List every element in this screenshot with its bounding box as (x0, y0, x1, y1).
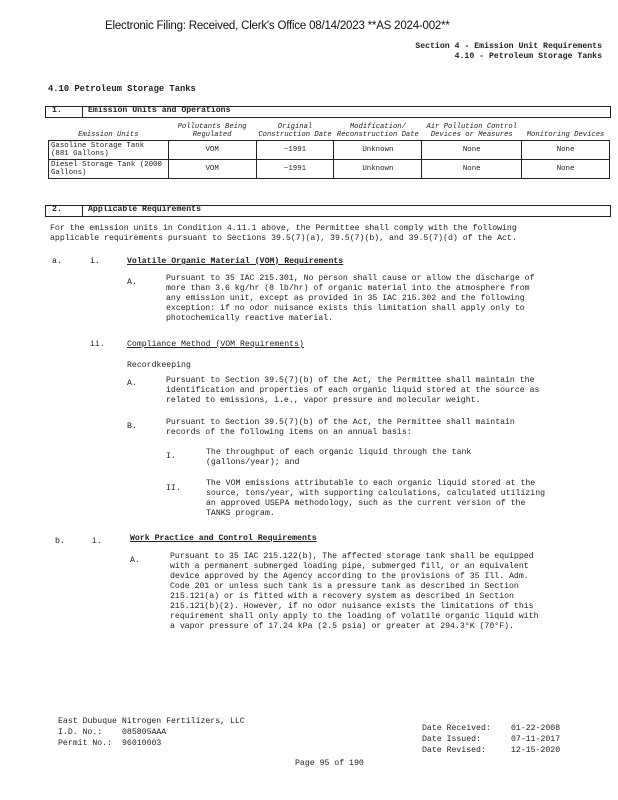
paragraph-line: Pursuant to 35 IAC 215.122(b), The affected storage tank shall be equipped (170, 552, 534, 561)
table-cell-modification: Unknown (334, 141, 422, 160)
item-a-ii-B-label: B. (127, 422, 137, 431)
intro-line: applicable requirements pursuant to Sections 39.5(7)(a), 39.5(7)(b), and 39.5(7)(d) of the Act. (50, 234, 517, 243)
paragraph-line: Pursuant to Section 39.5(7)(b) of the Act, the Permittee shall maintain the (166, 376, 535, 385)
part2-number: 2. (52, 205, 62, 214)
item-a-ii-B-II-label: II. (166, 484, 181, 493)
part1-title: Emission Units and Operations (88, 106, 231, 115)
table-header-monitoring-devices: Monitoring Devices (526, 131, 605, 139)
paragraph-line: records of the following items on an annual basis: (166, 428, 412, 437)
work-practice-paragraph (170, 552, 539, 632)
paragraph-line: identification and properties of each organic liquid stored at the source as (166, 386, 540, 395)
running-header-subsection: 4.10 - Petroleum Storage Tanks (454, 52, 602, 61)
item-b-letter: b. (55, 537, 65, 546)
vom-requirements-heading: Volatile Organic Material (VOM) Requirements (127, 257, 344, 266)
recordkeeping-label: Recordkeeping (127, 361, 191, 370)
item-b-i-roman: i. (92, 537, 102, 546)
footer-id-label: I.D. No.: (58, 728, 103, 737)
table-header-construction-date: Original Construction Date (258, 123, 332, 139)
paragraph-line: more than 3.6 kg/hr (8 lb/hr) of organic material into the atmosphere from (166, 284, 530, 293)
date-issued-label: Date Issued: (422, 735, 481, 744)
table-cell-pollutant: VOM (168, 160, 256, 179)
table-cell-construction: ~1991 (256, 160, 334, 179)
paragraph-line: The throughput of each organic liquid through the tank (206, 448, 472, 457)
table-cell-modification: Unknown (334, 160, 422, 179)
paragraph-line: device approved by the Agency according to the provisions of 35 Ill. Adm. (170, 572, 529, 581)
footer-permit-label: Permit No.: (58, 739, 113, 748)
compliance-method-heading: Compliance Method (VOM Requirements) (127, 340, 304, 349)
running-header (415, 42, 602, 62)
table-cell-construction: ~1991 (256, 141, 334, 160)
item-b-i-A-label: A. (130, 556, 140, 565)
filing-stamp: Electronic Filing: Received, Clerk's Office 08/14/2023 **AS 2024-002** (105, 20, 450, 32)
paragraph-line: 215.121(b)(2). However, if no odor nuisance exists the limitations of this (170, 602, 534, 611)
work-practice-heading: Work Practice and Control Requirements (130, 534, 317, 543)
part2-header (45, 205, 611, 217)
table-row (49, 160, 610, 179)
paragraph-line: TANKS program. (206, 509, 275, 518)
vom-limit-paragraph (166, 274, 535, 324)
footer-date-received (422, 724, 561, 734)
paragraph-line: an approved USEPA methodology, such as the current version of the (206, 499, 526, 508)
footer-permit (58, 739, 162, 749)
table-cell-control: None (422, 160, 522, 179)
date-revised-label: Date Revised: (422, 746, 486, 755)
footer-permit-value: 96010003 (122, 739, 162, 748)
table-header-control-devices: Air Pollution Control Devices or Measures (426, 123, 518, 139)
table-cell-unit: Diesel Storage Tank (2000 Gallons) (49, 160, 169, 179)
date-revised-value: 12-15-2020 (511, 746, 561, 755)
item-a-ii-A-label: A. (127, 379, 137, 388)
intro-line: For the emission units in Condition 4.11.1 above, the Permittee shall comply with the following (50, 224, 517, 233)
throughput-paragraph (206, 448, 471, 468)
paragraph-line: (gallons/year); and (206, 458, 300, 467)
paragraph-line: a vapor pressure of 17.24 kPa (2.5 psia) or greater at 294.3°K (70°F). (170, 622, 514, 631)
table-cell-control: None (422, 141, 522, 160)
part2-title: Applicable Requirements (88, 205, 202, 214)
table-header-pollutants: Pollutants Being Regulated (177, 123, 247, 139)
section-title: 4.10 Petroleum Storage Tanks (48, 84, 196, 94)
paragraph-line: photochemically reactive material. (166, 314, 334, 323)
table-cell-monitoring: None (522, 141, 610, 160)
date-received-value: 01-22-2008 (511, 724, 561, 733)
footer-id (58, 728, 167, 738)
table-cell-unit: Gasoline Storage Tank (881 Gallons) (49, 141, 169, 160)
emission-units-table (48, 123, 610, 179)
table-header-modification-date: Modification/ Reconstruction Date (336, 123, 419, 139)
date-issued-value: 07-11-2017 (511, 735, 561, 744)
paragraph-line: 215.121(a) or is fitted with a recovery system as described in Section (170, 592, 514, 601)
footer-id-value: 085805AAA (122, 728, 167, 737)
intro-paragraph (50, 224, 517, 244)
paragraph-line: The VOM emissions attributable to each organic liquid stored at the (206, 479, 536, 488)
item-a-i-A-label: A. (127, 278, 137, 287)
paragraph-line: any emission unit, except as provided in 35 IAC 215.302 and the following (166, 294, 525, 303)
paragraph-line: exception: if no odor nuisance exists this limitation shall apply only to (166, 304, 525, 313)
item-a-ii-roman: ii. (90, 340, 105, 349)
paragraph-line: with a permanent submerged loading pipe, submerged fill, or an equivalent (170, 562, 529, 571)
paragraph-line: requirement shall only apply to the loading of volatile organic liquid with (170, 612, 539, 621)
table-cell-pollutant: VOM (168, 141, 256, 160)
date-received-label: Date Received: (422, 724, 491, 733)
paragraph-line: Code 201 or unless such tank is a pressure tank as described in Section (170, 582, 519, 591)
item-a-ii-B-I-label: I. (166, 452, 176, 461)
recordkeeping-a-paragraph (166, 376, 539, 406)
table-header-row (49, 123, 610, 141)
table-cell-monitoring: None (522, 160, 610, 179)
paragraph-line: source, tons/year, with supporting calculations, calculated utilizing (206, 489, 546, 498)
footer-company: East Dubuque Nitrogen Fertilizers, LLC (58, 717, 245, 726)
table-header-emission-units: Emission Units (78, 131, 139, 139)
table-row (49, 141, 610, 160)
part1-header (45, 106, 611, 118)
running-header-section: Section 4 - Emission Unit Requirements (415, 42, 602, 51)
paragraph-line: Pursuant to 35 IAC 215.301, No person shall cause or allow the discharge of (166, 274, 535, 283)
page-number: Page 95 of 190 (295, 759, 364, 768)
part1-number: 1. (52, 106, 62, 115)
footer-date-revised (422, 746, 561, 756)
footer-date-issued (422, 735, 561, 745)
recordkeeping-b-paragraph (166, 418, 515, 438)
item-a-i-roman: i. (90, 257, 100, 266)
vom-emissions-paragraph (206, 479, 545, 519)
item-a-letter: a. (52, 257, 62, 266)
paragraph-line: related to emissions, i.e., vapor pressure and molecular weight. (166, 396, 481, 405)
paragraph-line: Pursuant to Section 39.5(7)(b) of the Act, the Permittee shall maintain (166, 418, 515, 427)
